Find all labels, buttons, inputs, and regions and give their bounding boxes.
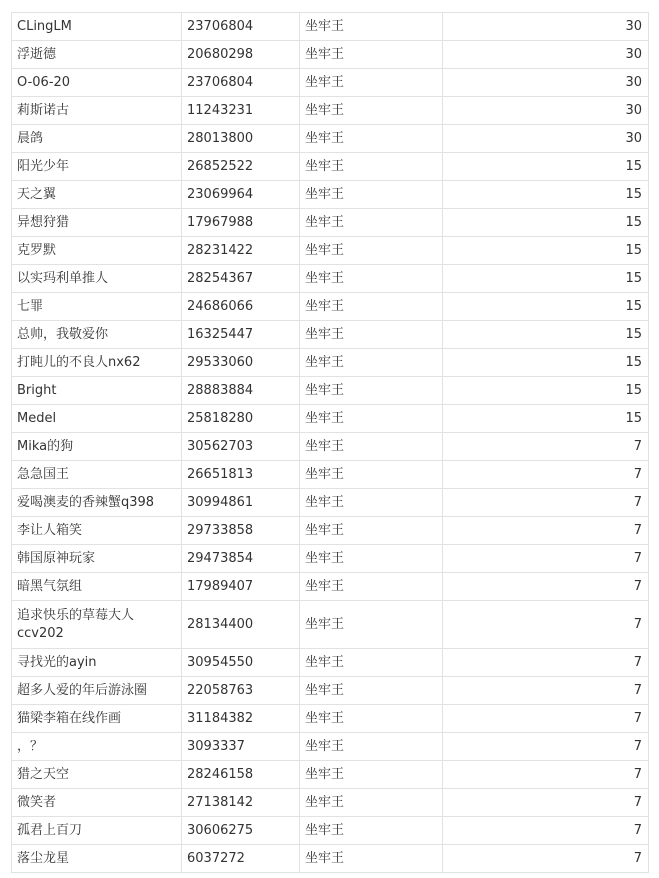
cell-count: 7 (443, 817, 649, 845)
cell-name: 寻找光的ayin (12, 649, 182, 677)
cell-id: 26852522 (182, 153, 300, 181)
cell-title: 坐牢王 (300, 761, 443, 789)
cell-name: 总帅，我敬爱你 (12, 321, 182, 349)
cell-title: 坐牢王 (300, 293, 443, 321)
cell-count: 7 (443, 761, 649, 789)
cell-title: 坐牢王 (300, 69, 443, 97)
cell-count: 7 (443, 461, 649, 489)
cell-id: 16325447 (182, 321, 300, 349)
cell-count: 30 (443, 13, 649, 41)
cell-name: 韩国原神玩家 (12, 545, 182, 573)
cell-count: 30 (443, 125, 649, 153)
data-table-container (11, 12, 648, 873)
cell-count: 7 (443, 489, 649, 517)
cell-title: 坐牢王 (300, 461, 443, 489)
table-row (12, 461, 649, 489)
ranking-table (11, 12, 649, 873)
cell-id: 29533060 (182, 349, 300, 377)
cell-count: 7 (443, 649, 649, 677)
cell-id: 6037272 (182, 845, 300, 873)
table-row (12, 321, 649, 349)
cell-name: 孤君上百刀 (12, 817, 182, 845)
cell-count: 15 (443, 321, 649, 349)
cell-name: 急急国王 (12, 461, 182, 489)
cell-name: 猎之天空 (12, 761, 182, 789)
cell-title: 坐牢王 (300, 789, 443, 817)
table-row (12, 13, 649, 41)
table-row (12, 405, 649, 433)
cell-id: 29473854 (182, 545, 300, 573)
cell-name: 追求快乐的草莓大人ccv202 (12, 601, 182, 649)
cell-count: 15 (443, 153, 649, 181)
cell-count: 15 (443, 293, 649, 321)
table-row (12, 293, 649, 321)
cell-id: 24686066 (182, 293, 300, 321)
cell-title: 坐牢王 (300, 545, 443, 573)
table-row (12, 845, 649, 873)
cell-name: 落尘龙星 (12, 845, 182, 873)
table-row (12, 69, 649, 97)
cell-title: 坐牢王 (300, 405, 443, 433)
cell-id: 29733858 (182, 517, 300, 545)
cell-count: 15 (443, 405, 649, 433)
cell-id: 28134400 (182, 601, 300, 649)
cell-count: 15 (443, 377, 649, 405)
cell-id: 25818280 (182, 405, 300, 433)
table-row (12, 97, 649, 125)
cell-name: 晨鸽 (12, 125, 182, 153)
cell-name: 莉斯诺古 (12, 97, 182, 125)
cell-title: 坐牢王 (300, 13, 443, 41)
table-row (12, 433, 649, 461)
table-row (12, 733, 649, 761)
cell-id: 26651813 (182, 461, 300, 489)
cell-name: 超多人爱的年后游泳圈 (12, 677, 182, 705)
cell-id: 30954550 (182, 649, 300, 677)
cell-title: 坐牢王 (300, 265, 443, 293)
cell-title: 坐牢王 (300, 321, 443, 349)
table-row (12, 41, 649, 69)
cell-count: 30 (443, 41, 649, 69)
table-row (12, 573, 649, 601)
cell-count: 7 (443, 705, 649, 733)
cell-id: 17989407 (182, 573, 300, 601)
cell-name: Mika的狗 (12, 433, 182, 461)
cell-count: 7 (443, 545, 649, 573)
cell-count: 15 (443, 265, 649, 293)
cell-id: 28231422 (182, 237, 300, 265)
cell-title: 坐牢王 (300, 125, 443, 153)
cell-id: 17967988 (182, 209, 300, 237)
table-row (12, 817, 649, 845)
cell-id: 30562703 (182, 433, 300, 461)
cell-name: 克罗默 (12, 237, 182, 265)
cell-name: CLingLM (12, 13, 182, 41)
cell-name: 爱喝澳麦的香辣蟹q398 (12, 489, 182, 517)
table-row (12, 761, 649, 789)
cell-name: 打盹儿的不良人nx62 (12, 349, 182, 377)
cell-count: 7 (443, 433, 649, 461)
cell-id: 27138142 (182, 789, 300, 817)
cell-id: 30994861 (182, 489, 300, 517)
cell-count: 7 (443, 601, 649, 649)
cell-title: 坐牢王 (300, 377, 443, 405)
table-row (12, 349, 649, 377)
table-row (12, 489, 649, 517)
table-row (12, 789, 649, 817)
table-row (12, 601, 649, 649)
cell-count: 15 (443, 349, 649, 377)
cell-title: 坐牢王 (300, 573, 443, 601)
cell-count: 15 (443, 209, 649, 237)
cell-id: 23706804 (182, 13, 300, 41)
cell-title: 坐牢王 (300, 41, 443, 69)
cell-name: 异想狩猎 (12, 209, 182, 237)
cell-count: 7 (443, 733, 649, 761)
cell-title: 坐牢王 (300, 433, 443, 461)
table-row (12, 705, 649, 733)
cell-title: 坐牢王 (300, 845, 443, 873)
cell-name: 天之翼 (12, 181, 182, 209)
cell-name: 阳光少年 (12, 153, 182, 181)
cell-title: 坐牢王 (300, 677, 443, 705)
cell-title: 坐牢王 (300, 601, 443, 649)
table-row (12, 517, 649, 545)
cell-count: 7 (443, 517, 649, 545)
cell-count: 7 (443, 845, 649, 873)
cell-count: 15 (443, 181, 649, 209)
table-row (12, 153, 649, 181)
cell-title: 坐牢王 (300, 237, 443, 265)
table-body (12, 13, 649, 873)
table-row (12, 377, 649, 405)
cell-count: 30 (443, 97, 649, 125)
cell-name: Medel (12, 405, 182, 433)
cell-id: 28883884 (182, 377, 300, 405)
cell-id: 3093337 (182, 733, 300, 761)
cell-count: 15 (443, 237, 649, 265)
cell-count: 7 (443, 573, 649, 601)
cell-title: 坐牢王 (300, 817, 443, 845)
cell-title: 坐牢王 (300, 649, 443, 677)
table-row (12, 545, 649, 573)
cell-name: Bright (12, 377, 182, 405)
cell-id: 23069964 (182, 181, 300, 209)
cell-name: 微笑者 (12, 789, 182, 817)
cell-name: 猫梁李箱在线作画 (12, 705, 182, 733)
table-row (12, 209, 649, 237)
cell-id: 28013800 (182, 125, 300, 153)
cell-title: 坐牢王 (300, 97, 443, 125)
table-row (12, 237, 649, 265)
table-row (12, 649, 649, 677)
cell-id: 22058763 (182, 677, 300, 705)
cell-id: 31184382 (182, 705, 300, 733)
cell-title: 坐牢王 (300, 489, 443, 517)
cell-title: 坐牢王 (300, 181, 443, 209)
cell-count: 7 (443, 789, 649, 817)
table-row (12, 265, 649, 293)
cell-count: 30 (443, 69, 649, 97)
table-row (12, 677, 649, 705)
cell-title: 坐牢王 (300, 209, 443, 237)
cell-name: 暗黑气氛组 (12, 573, 182, 601)
cell-id: 20680298 (182, 41, 300, 69)
table-row (12, 181, 649, 209)
cell-name: 李让人箱笑 (12, 517, 182, 545)
cell-title: 坐牢王 (300, 517, 443, 545)
cell-title: 坐牢王 (300, 705, 443, 733)
cell-name: O-06-20 (12, 69, 182, 97)
cell-id: 11243231 (182, 97, 300, 125)
cell-title: 坐牢王 (300, 733, 443, 761)
cell-title: 坐牢王 (300, 153, 443, 181)
cell-id: 28246158 (182, 761, 300, 789)
cell-name: ，？ (12, 733, 182, 761)
table-row (12, 125, 649, 153)
cell-name: 以实玛利单推人 (12, 265, 182, 293)
cell-count: 7 (443, 677, 649, 705)
cell-id: 28254367 (182, 265, 300, 293)
cell-title: 坐牢王 (300, 349, 443, 377)
cell-id: 30606275 (182, 817, 300, 845)
cell-name: 浮逝德 (12, 41, 182, 69)
cell-name: 七罪 (12, 293, 182, 321)
cell-id: 23706804 (182, 69, 300, 97)
